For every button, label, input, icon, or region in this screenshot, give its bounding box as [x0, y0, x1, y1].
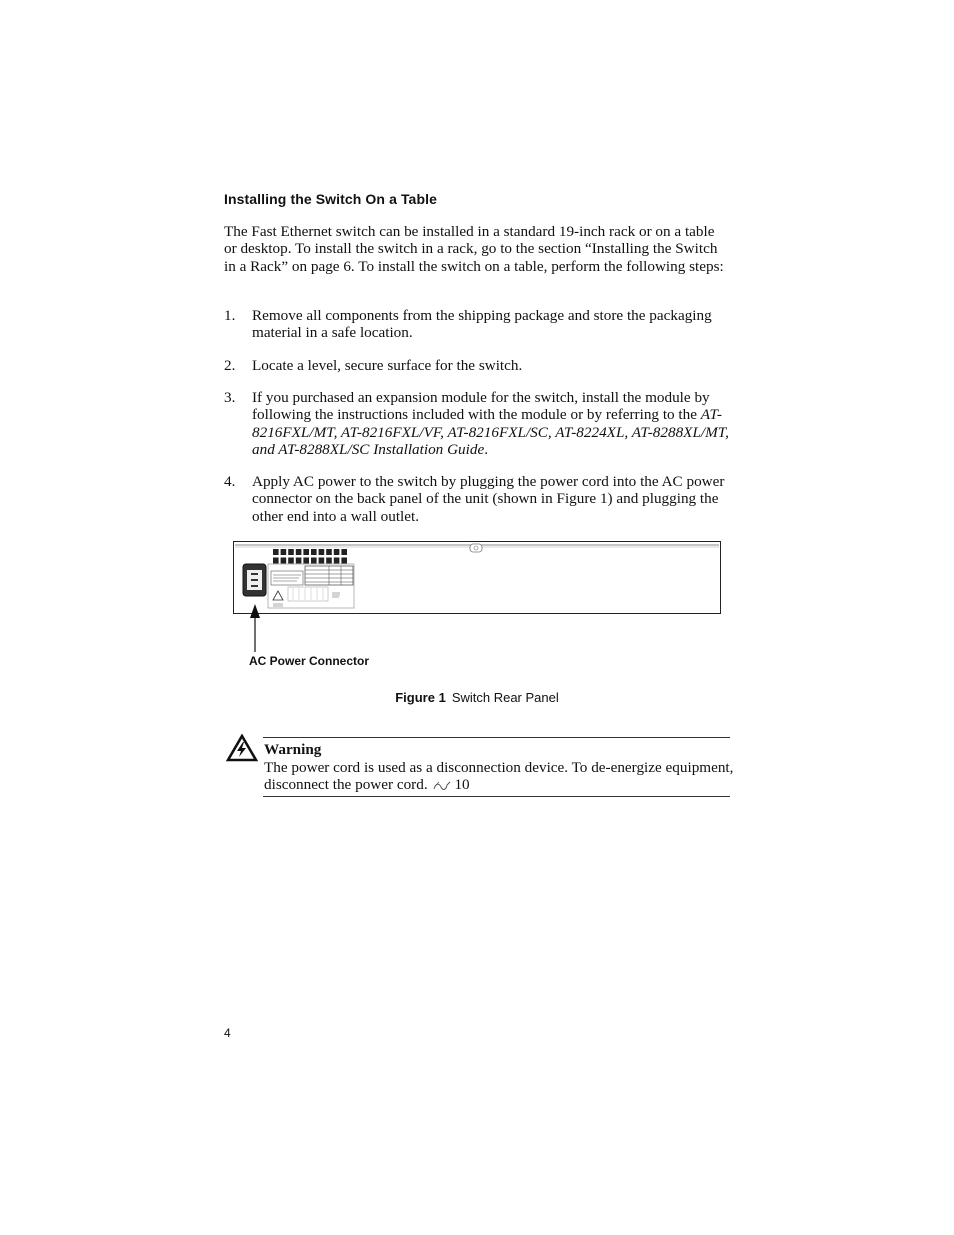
label-plate-icon: [268, 564, 354, 608]
figure-caption-label: Figure 1: [395, 690, 446, 705]
grille-slot: [288, 549, 294, 555]
grille-slot: [334, 558, 340, 564]
grille-slot: [281, 558, 287, 564]
warning-top-rule: [263, 737, 730, 738]
screw-icon: [470, 544, 482, 552]
grille-slot: [296, 558, 302, 564]
grille-slot: [319, 558, 325, 564]
guide-title: AT-8216FXL/MT, AT-8216FXL/VF, AT-8216FXL/SC, AT-8224XL, AT-8288XL/MT, and AT-8288XL/SC Installation Guide: [252, 406, 729, 458]
warning-title: Warning: [264, 741, 322, 758]
electrical-hazard-icon: [226, 734, 258, 762]
grille-slot: [303, 558, 309, 564]
page-number: 4: [224, 1026, 231, 1040]
step-text: Apply AC power to the switch by plugging the power cord into the AC power connector on the back panel of the unit (shown in Figure 1) and plugging the other end into a wall outlet.: [252, 473, 725, 525]
warning-bottom-rule: [263, 796, 730, 797]
ac-power-connector-icon: [243, 564, 266, 596]
grille-slot: [326, 558, 332, 564]
step-text-tail: .: [484, 440, 488, 458]
grille-slot: [326, 549, 332, 555]
grille-slot: [341, 549, 347, 555]
grille-slot: [273, 558, 279, 564]
figure-caption: [0, 690, 954, 705]
grille-slot: [303, 549, 309, 555]
section-heading: Installing the Switch On a Table: [224, 191, 437, 207]
grille-slot: [341, 558, 347, 564]
grille-slot: [296, 549, 302, 555]
step-text: [252, 389, 732, 458]
step-number: 1.: [224, 307, 236, 324]
step-text: Locate a level, secure surface for the switch.: [252, 357, 523, 374]
callout-arrow-icon: [246, 604, 264, 654]
step-number: 2.: [224, 357, 236, 374]
cross-reference-icon: [433, 781, 451, 791]
grille-slot: [311, 558, 317, 564]
grille-slot: [319, 549, 325, 555]
grille-slot: [281, 549, 287, 555]
grille-slot: [273, 549, 279, 555]
switch-rear-panel-figure: [233, 540, 721, 614]
figure-caption-text: Switch Rear Panel: [451, 690, 559, 705]
step-text: Remove all components from the shipping package and store the packaging material in a safe location.: [252, 307, 712, 342]
warning-text: [264, 759, 734, 794]
grille-slot: [288, 558, 294, 564]
grille-slot: [334, 549, 340, 555]
step-number: 4.: [224, 473, 236, 490]
figure-callout-label: AC Power Connector: [249, 654, 370, 668]
intro-paragraph: The Fast Ethernet switch can be installed in a standard 19-inch rack or on a table or desktop. To install the switch in a rack, go to the section “Installing the Switch in a Rack” on page 6. To install the switch on a table, perform the following steps:: [224, 223, 724, 275]
warning-message: The power cord is used as a disconnection device. To de-energize equipment, disconnect the power cord.: [264, 759, 734, 794]
grille-slot: [311, 549, 317, 555]
warning-reference-number: 10: [454, 776, 470, 794]
step-text-lead: If you purchased an expansion module for the switch, install the module by following the instructions included with the module or by referring to the: [252, 389, 710, 424]
step-number: 3.: [224, 389, 236, 406]
